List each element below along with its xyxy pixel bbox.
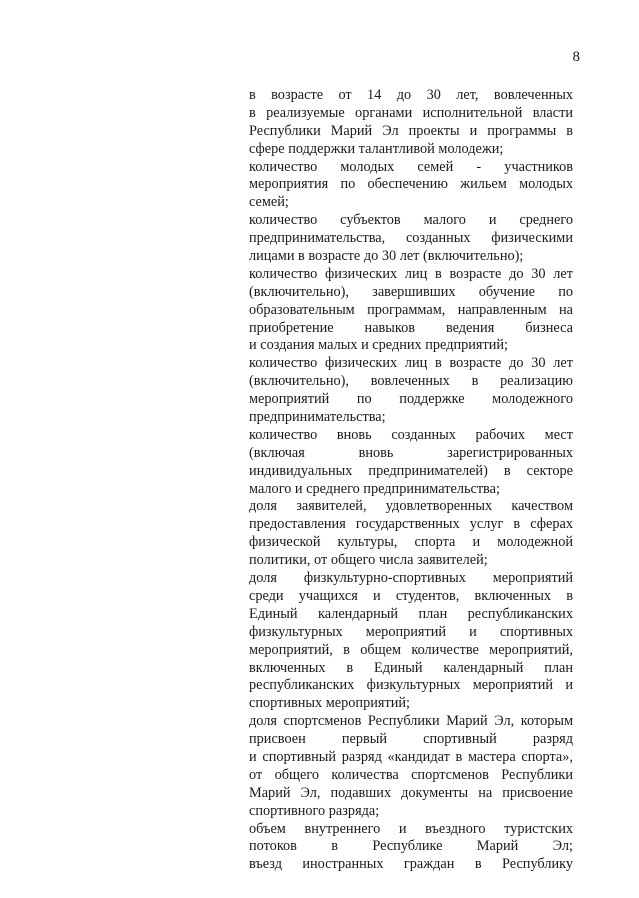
text-line: республиканских физкультурных мероприятий и — [249, 677, 573, 694]
text-line: Единый календарный план республиканских — [249, 605, 573, 622]
text-line: физической культуры, спорта и молодежной — [249, 534, 573, 551]
text-line: объем внутреннего и въездного туристских — [249, 820, 573, 837]
text-line: от общего количества спортсменов Республики — [249, 766, 573, 783]
text-line: мероприятий по поддержке молодежного — [249, 391, 573, 408]
document-body — [249, 87, 573, 874]
text-line: спортивного разряда; — [249, 802, 380, 819]
text-line: (включительно), завершивших обучение по — [249, 283, 573, 300]
text-line: физкультурных мероприятий и спортивных — [249, 623, 573, 640]
text-line: индивидуальных предпринимателей) в секторе — [249, 462, 573, 479]
text-line: семей; — [249, 194, 289, 211]
text-line: количество физических лиц в возрасте до 30 лет — [249, 355, 573, 372]
text-line: Марий Эл, подавших документы на присвоение — [249, 784, 573, 801]
text-line: Республики Марий Эл проекты и программы в — [249, 122, 573, 139]
text-line: предпринимательства; — [249, 409, 386, 426]
text-line: лицами в возрасте до 30 лет (включительно); — [249, 248, 524, 265]
text-line: в возрасте от 14 до 30 лет, вовлеченных — [249, 87, 573, 103]
text-line: количество вновь созданных рабочих мест — [249, 426, 573, 443]
text-line: количество молодых семей - участников — [249, 158, 573, 175]
page-number: 8 — [572, 49, 580, 65]
text-line: присвоен первый спортивный разряд — [249, 731, 573, 748]
text-line: предоставления государственных услуг в сферах — [249, 516, 573, 533]
text-line: малого и среднего предпринимательства; — [249, 480, 500, 497]
text-line: включенных в Единый календарный план — [249, 659, 573, 676]
text-line: доля заявителей, удовлетворенных качеством — [249, 498, 573, 515]
text-line: потоков в Республике Марий Эл; — [249, 838, 573, 855]
text-line: среди учащихся и студентов, включенных в — [249, 587, 573, 604]
text-line: и спортивный разряд «кандидат в мастера спорта», — [249, 748, 573, 765]
text-line: количество субъектов малого и среднего — [249, 212, 573, 229]
text-line: мероприятий, в общем количестве мероприятий, — [249, 641, 573, 658]
text-line: (включительно), вовлеченных в реализацию — [249, 373, 573, 390]
text-line: приобретение навыков ведения бизнеса — [249, 319, 573, 336]
text-line: (включая вновь зарегистрированных — [249, 444, 573, 461]
text-line: спортивных мероприятий; — [249, 695, 410, 712]
text-line: предпринимательства, созданных физическими — [249, 230, 573, 247]
text-line: образовательным программам, направленным на — [249, 301, 573, 318]
text-line: мероприятия по обеспечению жильем молодых — [249, 176, 573, 193]
text-line: политики, от общего числа заявителей; — [249, 552, 488, 569]
text-line: сфере поддержки талантливой молодежи; — [249, 140, 504, 157]
text-line: количество физических лиц в возрасте до 30 лет — [249, 265, 573, 282]
text-line: в реализуемые органами исполнительной власти — [249, 104, 573, 121]
text-line: доля физкультурно-спортивных мероприятий — [249, 570, 573, 587]
text-line: въезд иностранных граждан в Республику — [249, 856, 573, 873]
text-line: доля спортсменов Республики Марий Эл, которым — [249, 713, 573, 730]
text-line: и создания малых и средних предприятий; — [249, 337, 509, 354]
